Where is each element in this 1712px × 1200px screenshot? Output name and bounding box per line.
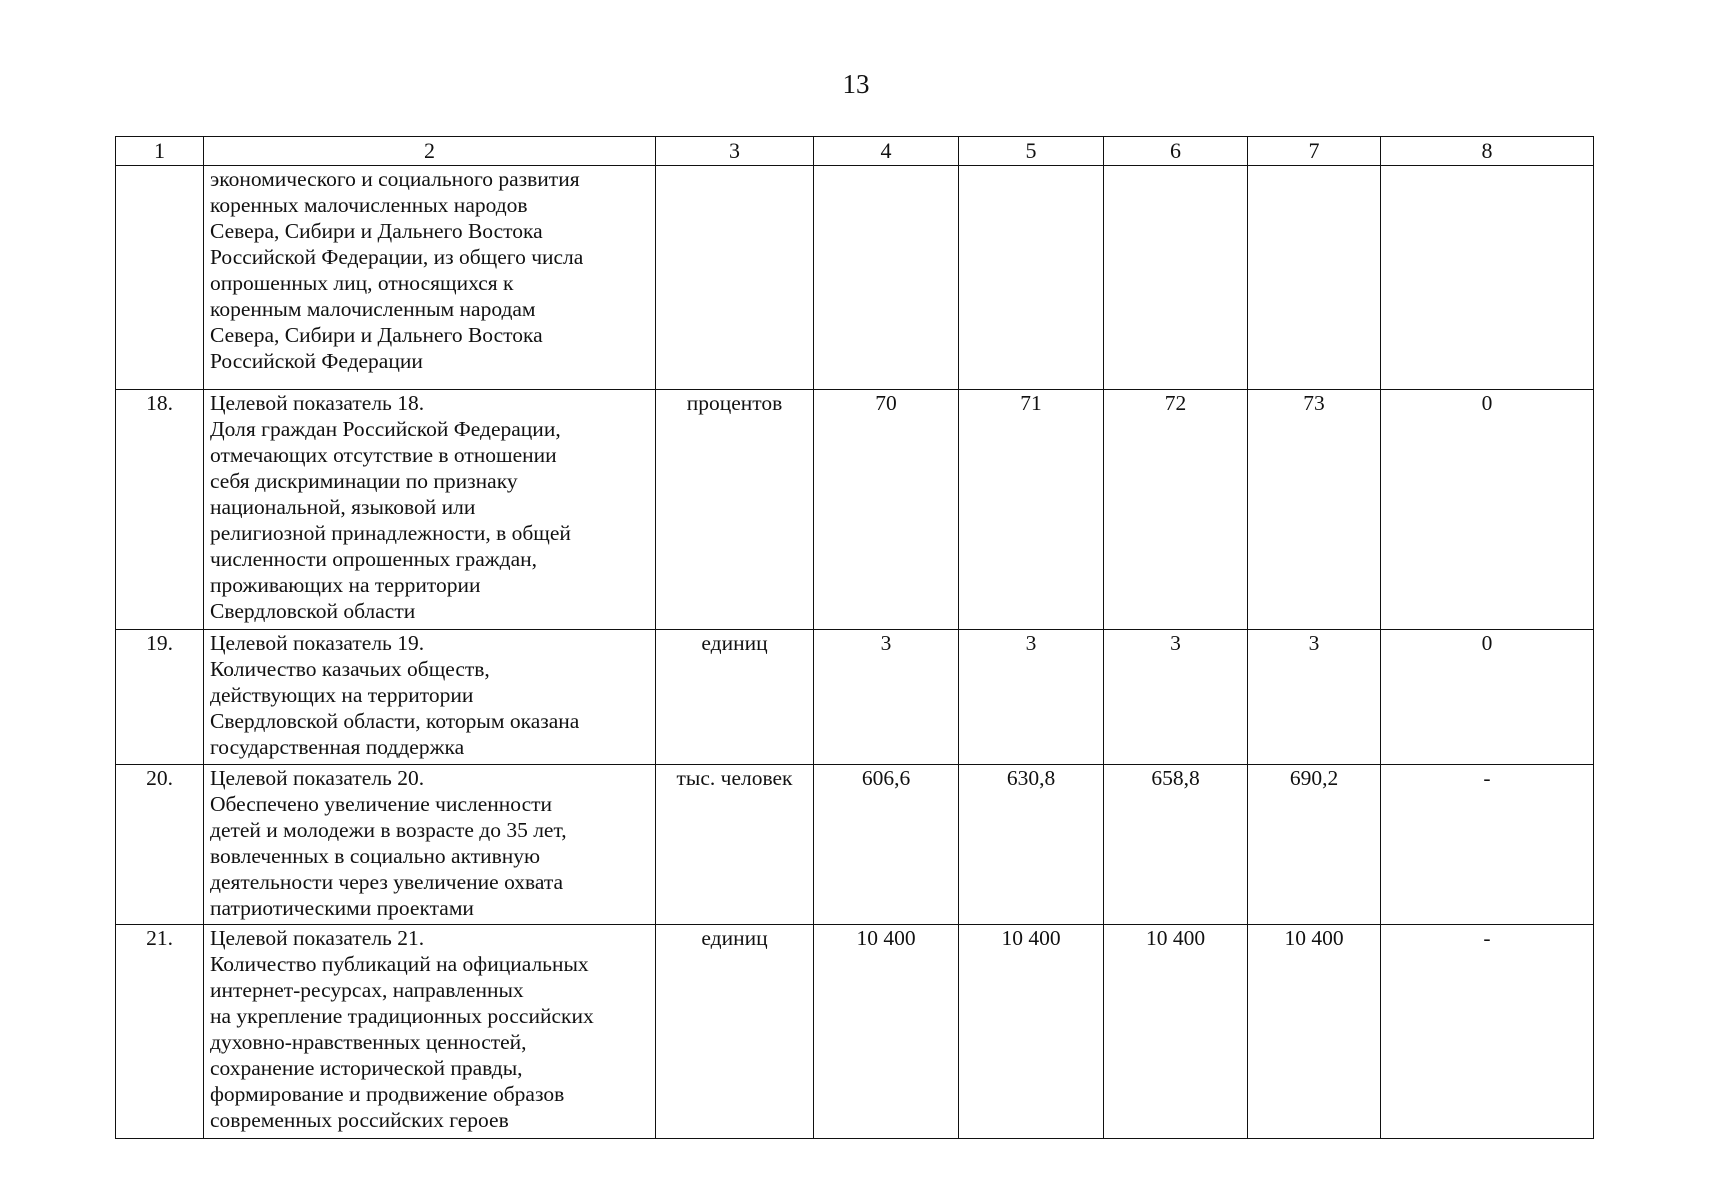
value-cell: 10 400 [959, 925, 1104, 1139]
column-header: 1 [116, 137, 204, 166]
value-cell: 10 400 [1248, 925, 1381, 1139]
row-number: 18. [116, 390, 204, 630]
value-cell: - [1381, 765, 1594, 925]
description-line: Свердловской области, которым оказана [210, 709, 580, 733]
column-header: 8 [1381, 137, 1594, 166]
description-line: коренных малочисленных народов [210, 193, 528, 217]
description-line: на укрепление традиционных российских [210, 1004, 594, 1028]
description-line: Доля граждан Российской Федерации, [210, 417, 561, 441]
description-line: Российской Федерации [210, 349, 423, 373]
description-line: современных российских героев [210, 1108, 509, 1132]
description-line: отмечающих отсутствие в отношении [210, 443, 557, 467]
indicator-description [204, 166, 656, 390]
value-cell: 3 [959, 630, 1104, 765]
description-line: сохранение исторической правды, [210, 1056, 523, 1080]
description-line: Целевой показатель 21. [210, 926, 425, 950]
value-cell: - [1381, 925, 1594, 1139]
table-row [116, 390, 1594, 630]
value-cell: 10 400 [814, 925, 959, 1139]
page-number: 13 [842, 69, 870, 99]
row-number [116, 166, 204, 390]
description-line: Количество казачьих обществ, [210, 657, 490, 681]
value-cell: 70 [814, 390, 959, 630]
value-cell [1381, 166, 1594, 390]
description-line: вовлеченных в социально активную [210, 844, 541, 868]
value-cell: 658,8 [1104, 765, 1248, 925]
indicator-description [204, 925, 656, 1139]
unit-cell: процентов [656, 390, 814, 630]
indicators-table [115, 136, 1594, 1139]
value-cell: 73 [1248, 390, 1381, 630]
value-cell: 10 400 [1104, 925, 1248, 1139]
description-line: духовно-нравственных ценностей, [210, 1030, 527, 1054]
header-row [116, 137, 1594, 166]
value-cell [1104, 166, 1248, 390]
description-line: Севера, Сибири и Дальнего Востока [210, 219, 543, 243]
description-line: детей и молодежи в возрасте до 35 лет, [210, 818, 567, 842]
description-line: патриотическими проектами [210, 896, 474, 920]
value-cell [1248, 166, 1381, 390]
description-line: Целевой показатель 18. [210, 391, 425, 415]
value-cell [959, 166, 1104, 390]
description-line: формирование и продвижение образов [210, 1082, 565, 1106]
indicator-description [204, 630, 656, 765]
column-header: 6 [1104, 137, 1248, 166]
description-line: Количество публикаций на официальных [210, 952, 589, 976]
indicator-description [204, 390, 656, 630]
column-header: 3 [656, 137, 814, 166]
description-line: религиозной принадлежности, в общей [210, 521, 571, 545]
unit-cell: тыс. человек [656, 765, 814, 925]
description-line: проживающих на территории [210, 573, 481, 597]
row-number: 20. [116, 765, 204, 925]
unit-cell [656, 166, 814, 390]
indicator-description [204, 765, 656, 925]
value-cell: 3 [1248, 630, 1381, 765]
description-line: государственная поддержка [210, 735, 465, 759]
value-cell: 72 [1104, 390, 1248, 630]
unit-cell: единиц [656, 925, 814, 1139]
description-line: численности опрошенных граждан, [210, 547, 538, 571]
value-cell: 690,2 [1248, 765, 1381, 925]
description-line: интернет-ресурсах, направленных [210, 978, 524, 1002]
description-line: деятельности через увеличение охвата [210, 870, 564, 894]
description-line: коренным малочисленным народам [210, 297, 536, 321]
value-cell: 3 [814, 630, 959, 765]
unit-cell: единиц [656, 630, 814, 765]
row-number: 19. [116, 630, 204, 765]
description-line: действующих на территории [210, 683, 474, 707]
description-line: национальной, языковой или [210, 495, 476, 519]
description-line: Севера, Сибири и Дальнего Востока [210, 323, 543, 347]
description-line: себя дискриминации по признаку [210, 469, 518, 493]
description-line: опрошенных лиц, относящихся к [210, 271, 514, 295]
value-cell: 0 [1381, 390, 1594, 630]
description-line: Обеспечено увеличение численности [210, 792, 553, 816]
value-cell: 71 [959, 390, 1104, 630]
table-row [116, 765, 1594, 925]
column-header: 5 [959, 137, 1104, 166]
table-row [116, 925, 1594, 1139]
value-cell [814, 166, 959, 390]
description-line: Целевой показатель 19. [210, 631, 425, 655]
column-header: 4 [814, 137, 959, 166]
description-line: Целевой показатель 20. [210, 766, 425, 790]
value-cell: 0 [1381, 630, 1594, 765]
description-line: экономического и социального развития [210, 167, 580, 191]
value-cell: 630,8 [959, 765, 1104, 925]
value-cell: 3 [1104, 630, 1248, 765]
description-line: Свердловской области [210, 599, 416, 623]
value-cell: 606,6 [814, 765, 959, 925]
column-header: 7 [1248, 137, 1381, 166]
column-header: 2 [204, 137, 656, 166]
table-row [116, 630, 1594, 765]
table-row [116, 166, 1594, 390]
description-line: Российской Федерации, из общего числа [210, 245, 584, 269]
row-number: 21. [116, 925, 204, 1139]
